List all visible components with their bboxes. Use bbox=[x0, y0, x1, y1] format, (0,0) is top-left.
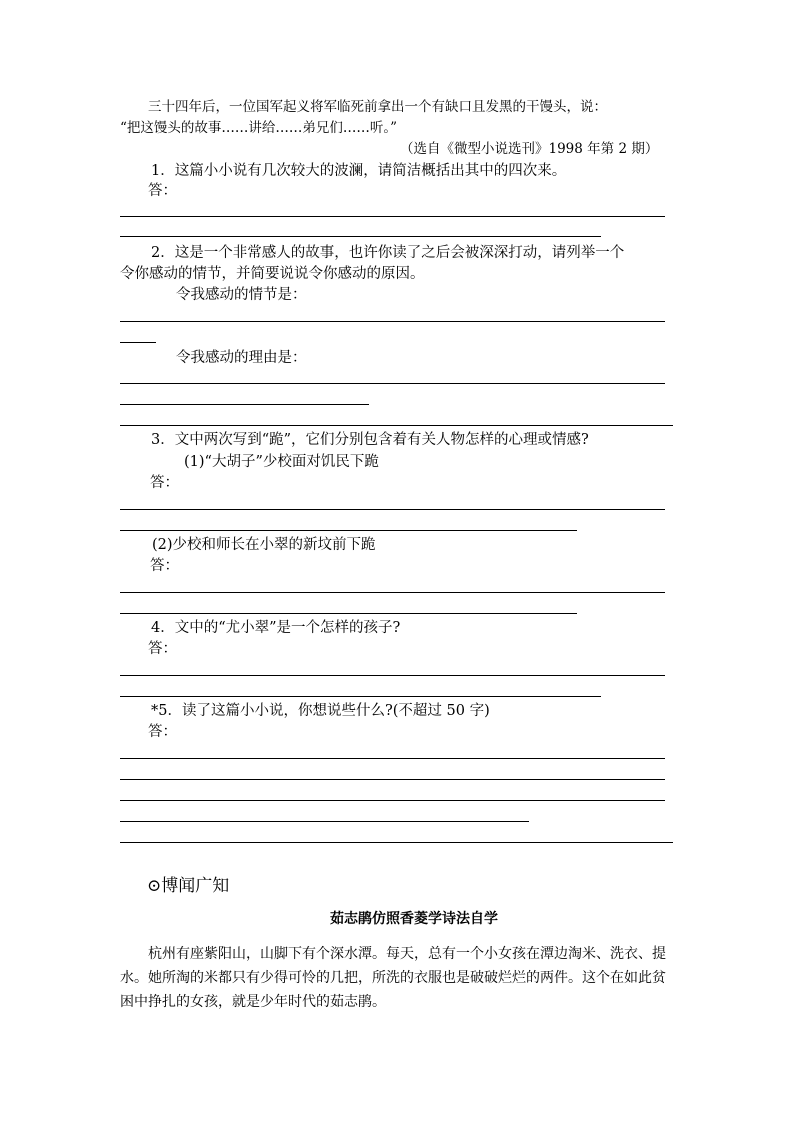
answer-line bbox=[120, 530, 577, 531]
answer-line bbox=[120, 675, 665, 676]
article-title: 茹志鹃仿照香菱学诗法自学 bbox=[330, 911, 498, 927]
answer-line bbox=[120, 383, 665, 384]
answer-line bbox=[120, 758, 665, 759]
answer-label-1: 答： bbox=[148, 183, 177, 199]
answer-line bbox=[120, 236, 601, 237]
circle-dot-icon: ⊙ bbox=[147, 876, 162, 896]
answer-line bbox=[120, 821, 529, 822]
answer-line bbox=[120, 342, 156, 343]
question-2-line-1: 2．这是一个非常感人的故事，也许你读了之后会被深深打动，请列举一个 bbox=[151, 245, 625, 261]
question-4: 4．文中的“尤小翠”是一个怎样的孩子? bbox=[151, 620, 401, 636]
answer-line bbox=[120, 592, 665, 593]
answer-line bbox=[120, 509, 665, 510]
passage-line-2: “把这馒头的故事……讲给……弟兄们……听。” bbox=[120, 120, 398, 136]
answer-line bbox=[120, 216, 665, 217]
reason-label: 令我感动的理由是： bbox=[176, 350, 307, 366]
question-5: *5．读了这篇小小说，你想说些什么?(不超过 50 字) bbox=[151, 703, 490, 719]
answer-label-5: 答： bbox=[148, 724, 177, 740]
plot-label: 令我感动的情节是： bbox=[176, 287, 307, 303]
question-1: 1．这篇小小说有几次较大的波澜，请简洁概括出其中的四次来。 bbox=[151, 163, 567, 179]
answer-line bbox=[120, 613, 577, 614]
answer-label-3-1: 答： bbox=[150, 475, 179, 491]
answer-line bbox=[120, 321, 665, 322]
answer-line bbox=[120, 800, 665, 801]
article-paragraph: 杭州有座紫阳山，山脚下有个深水潭。每天，总有一个小女孩在潭边淘米、洗衣、提水。她所淘的米都只有少得可怜的几把，所洗的衣服也是破破烂烂的两件。这个在如此贫困中挣扎的女孩，就是少年时代的茹志鹃。 bbox=[120, 946, 666, 1010]
question-3-part-2: (2)少校和师长在小翠的新坟前下跪 bbox=[152, 537, 376, 553]
passage-source: （选自《微型小说选刊》1998 年第 2 期） bbox=[400, 141, 659, 157]
passage-line-1: 三十四年后，一位国军起义将军临死前拿出一个有缺口且发黑的干馒头，说： bbox=[148, 99, 607, 115]
answer-line bbox=[120, 425, 673, 426]
answer-label-4: 答： bbox=[148, 641, 177, 657]
section-title: 博闻广知 bbox=[161, 876, 230, 896]
question-2-line-2: 令你感动的情节，并简要说说令你感动的原因。 bbox=[120, 266, 425, 282]
answer-line bbox=[120, 696, 601, 697]
answer-label-3-2: 答： bbox=[150, 558, 179, 574]
section-heading bbox=[147, 877, 229, 895]
answer-line bbox=[120, 779, 665, 780]
answer-line bbox=[120, 404, 369, 405]
question-3: 3．文中两次写到“跪”，它们分别包含着有关人物怎样的心理或情感? bbox=[151, 432, 589, 448]
question-3-part-1: (1)“大胡子”少校面对饥民下跪 bbox=[184, 454, 379, 470]
answer-line bbox=[120, 842, 673, 843]
